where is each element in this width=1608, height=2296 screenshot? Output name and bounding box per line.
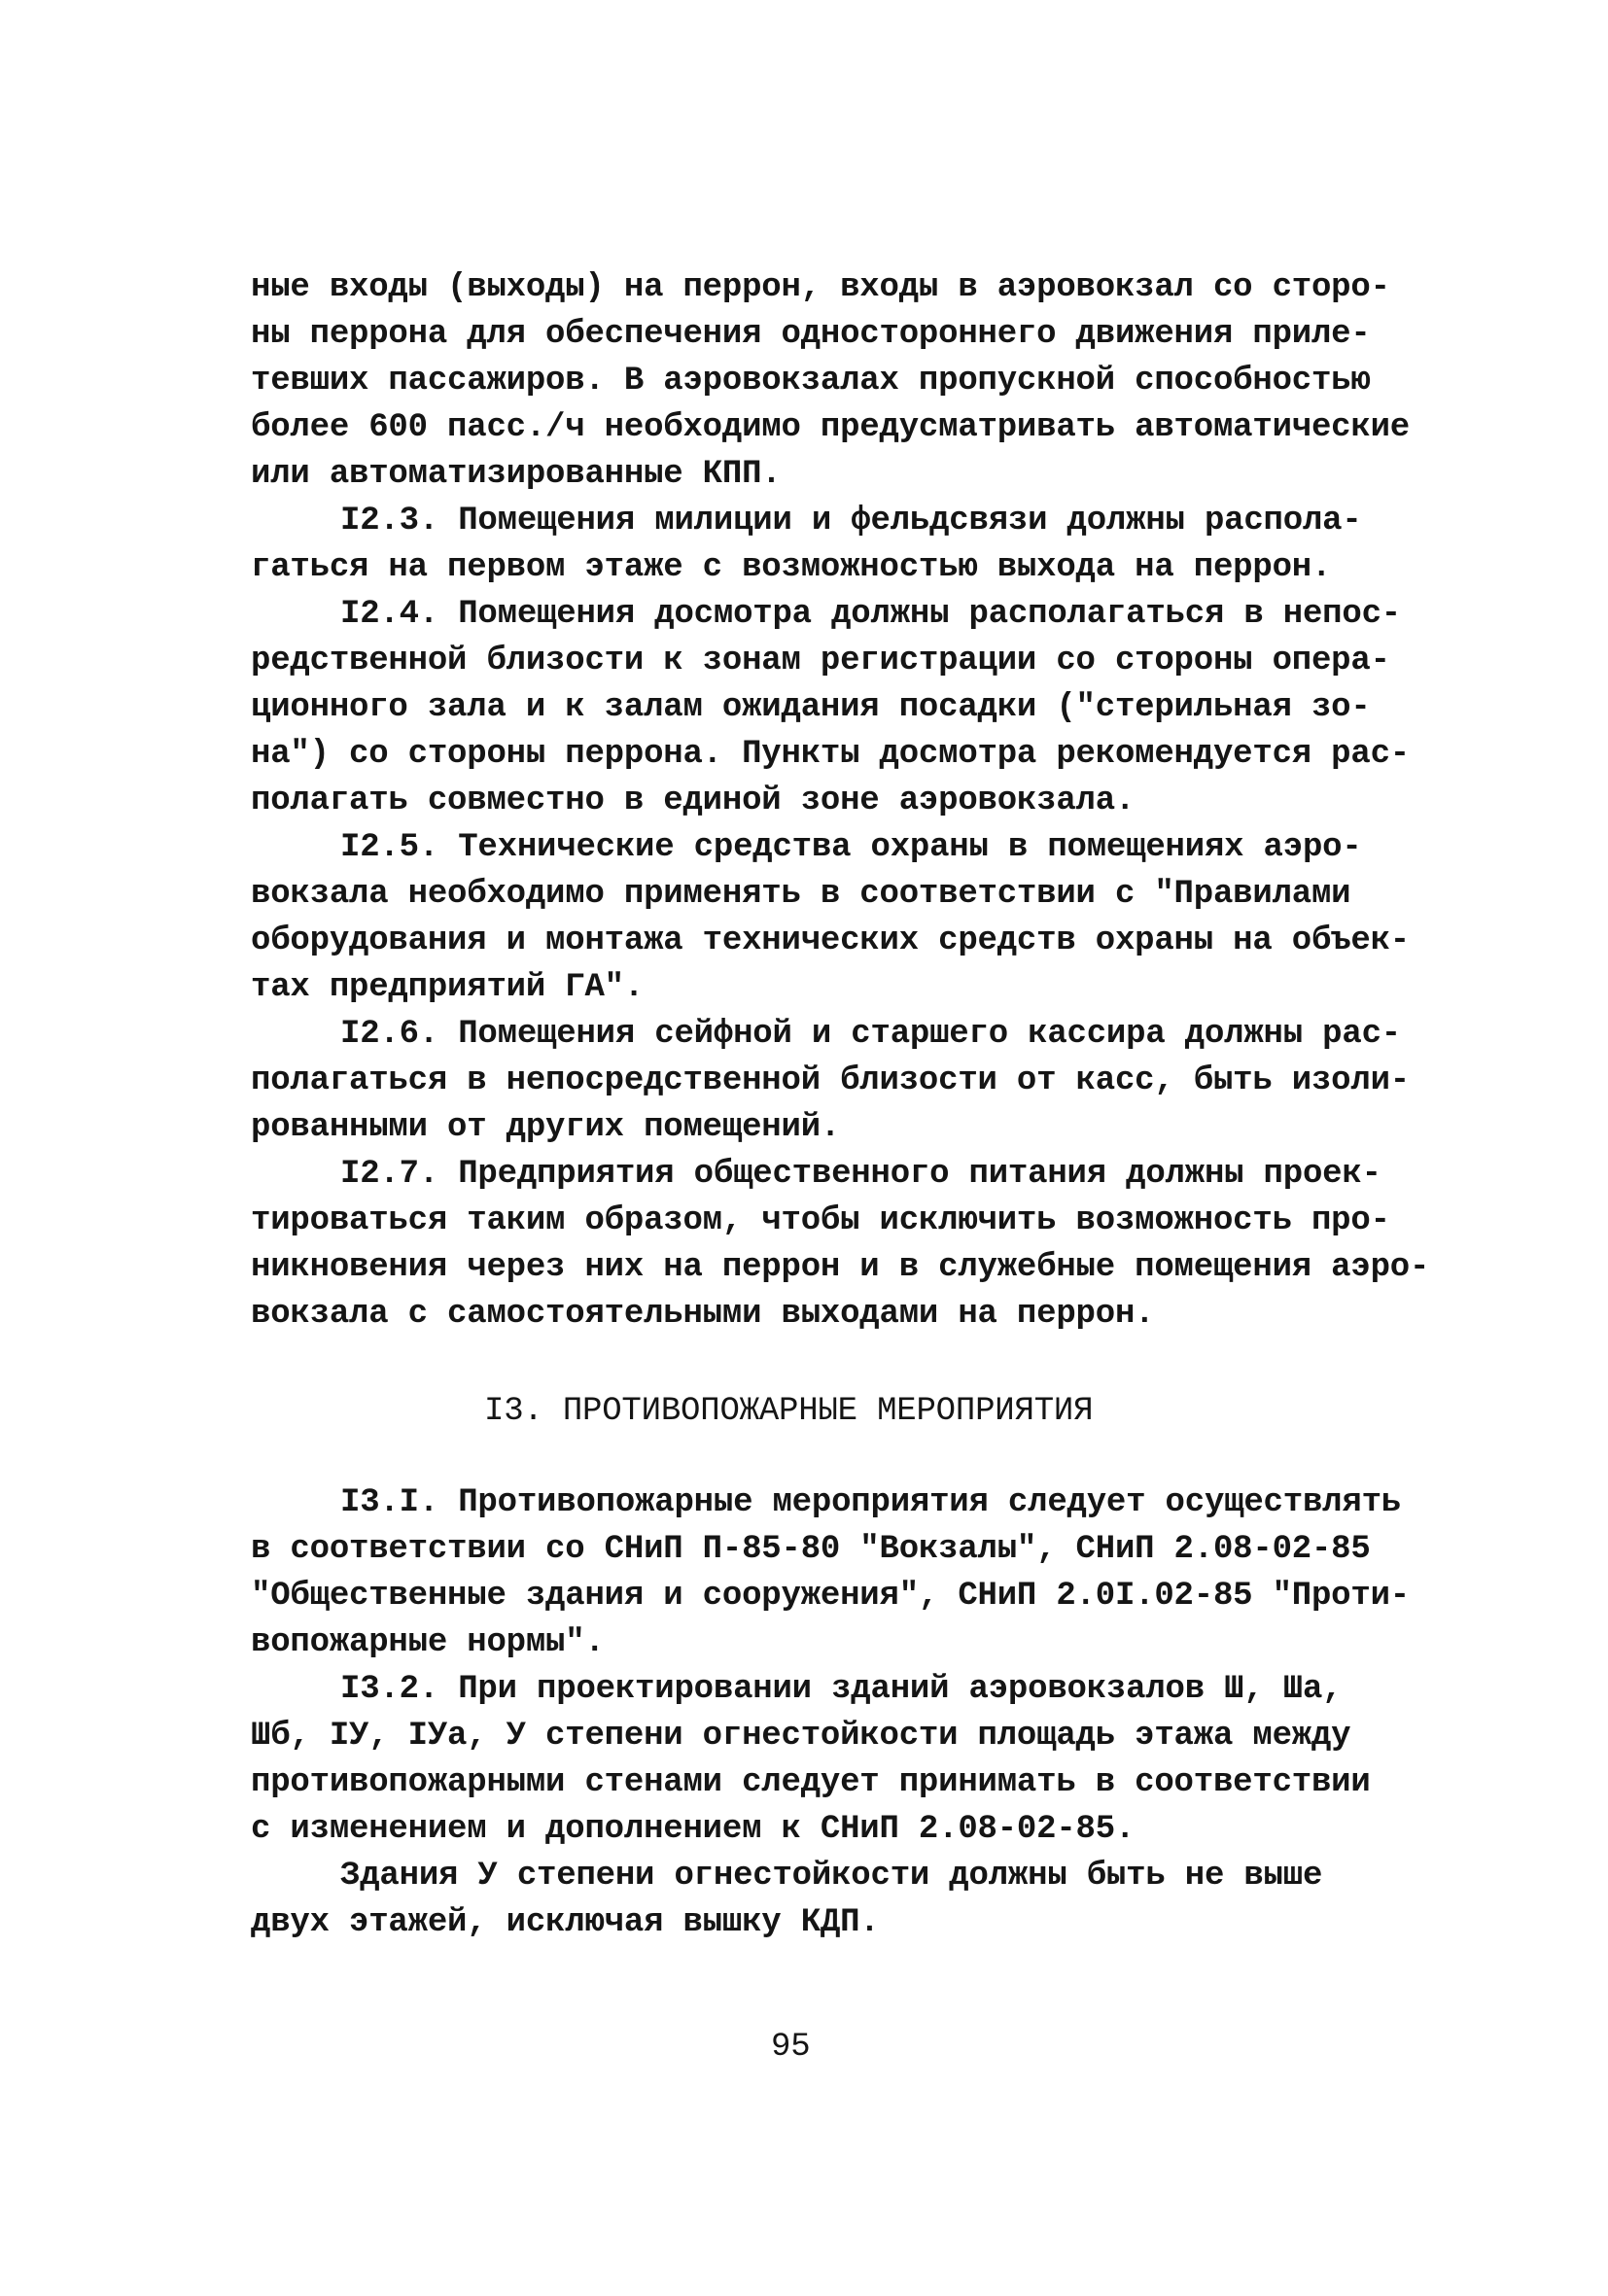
section-heading-13: I3. ПРОТИВОПОЖАРНЫЕ МЕРОПРИЯТИЯ	[484, 1393, 1094, 1430]
text-line: или автоматизированные КПП.	[251, 456, 782, 493]
paragraph-12-5-start: I2.5. Технические средства охраны в помещениях аэро-	[340, 829, 1362, 866]
text-line: Шб, IУ, IУа, У степени огнестойкости площадь этажа между	[251, 1718, 1351, 1755]
text-line: вокзала необходимо применять в соответствии с "Правилами	[251, 876, 1351, 913]
text-line: рованными от других помещений.	[251, 1109, 841, 1146]
text-line: вопожарные нормы".	[251, 1624, 605, 1661]
text-line: тах предприятий ГА".	[251, 969, 645, 1006]
paragraph-13-2-continued: Здания У степени огнестойкости должны быть не выше	[340, 1858, 1323, 1895]
text-line: полагать совместно в единой зоне аэровокзала.	[251, 783, 1136, 819]
text-line: на") со стороны перрона. Пункты досмотра рекомендуется рас-	[251, 736, 1410, 773]
text-line: ны перрона для обеспечения одностороннего движения приле-	[251, 316, 1371, 353]
paragraph-13-2-start: I3.2. При проектировании зданий аэровокзалов Ш, Ша,	[340, 1671, 1343, 1708]
paragraph-12-7-start: I2.7. Предприятия общественного питания должны проек-	[340, 1156, 1381, 1193]
text-line: в соответствии со СНиП П-85-80 "Вокзалы", СНиП 2.08-02-85	[251, 1531, 1371, 1568]
paragraph-13-1-start: I3.I. Противопожарные мероприятия следует осуществлять	[340, 1484, 1401, 1521]
paragraph-12-3-start: I2.3. Помещения милиции и фельдсвязи должны распола-	[340, 503, 1362, 539]
page-number: 95	[771, 2029, 811, 2066]
text-line: ные входы (выходы) на перрон, входы в аэровокзал со сторо-	[251, 269, 1390, 306]
text-line: оборудования и монтажа технических средств охраны на объек-	[251, 922, 1410, 959]
text-line: двух этажей, исключая вышку КДП.	[251, 1904, 880, 1941]
text-line: ционного зала и к залам ожидания посадки ("стерильная зо-	[251, 689, 1371, 726]
text-line: гаться на первом этаже с возможностью выхода на перрон.	[251, 549, 1332, 586]
text-line: тироваться таким образом, чтобы исключить возможность про-	[251, 1202, 1390, 1239]
text-line: более 600 пасс./ч необходимо предусматривать автоматические	[251, 409, 1410, 446]
text-line: противопожарными стенами следует принимать в соответствии	[251, 1764, 1371, 1801]
text-line: никновения через них на перрон и в служебные помещения аэро-	[251, 1249, 1430, 1286]
text-line: тевших пассажиров. В аэровокзалах пропускной способностью	[251, 363, 1371, 400]
paragraph-12-4-start: I2.4. Помещения досмотра должны располагаться в непос-	[340, 596, 1401, 633]
text-line: вокзала с самостоятельными выходами на перрон.	[251, 1296, 1155, 1333]
text-line: "Общественные здания и сооружения", СНиП 2.0I.02-85 "Проти-	[251, 1578, 1410, 1615]
text-line: редственной близости к зонам регистрации со стороны опера-	[251, 643, 1390, 679]
paragraph-12-6-start: I2.6. Помещения сейфной и старшего кассира должны рас-	[340, 1016, 1401, 1053]
text-line: с изменением и дополнением к СНиП 2.08-02-85.	[251, 1811, 1136, 1848]
text-line: полагаться в непосредственной близости от касс, быть изоли-	[251, 1062, 1410, 1099]
